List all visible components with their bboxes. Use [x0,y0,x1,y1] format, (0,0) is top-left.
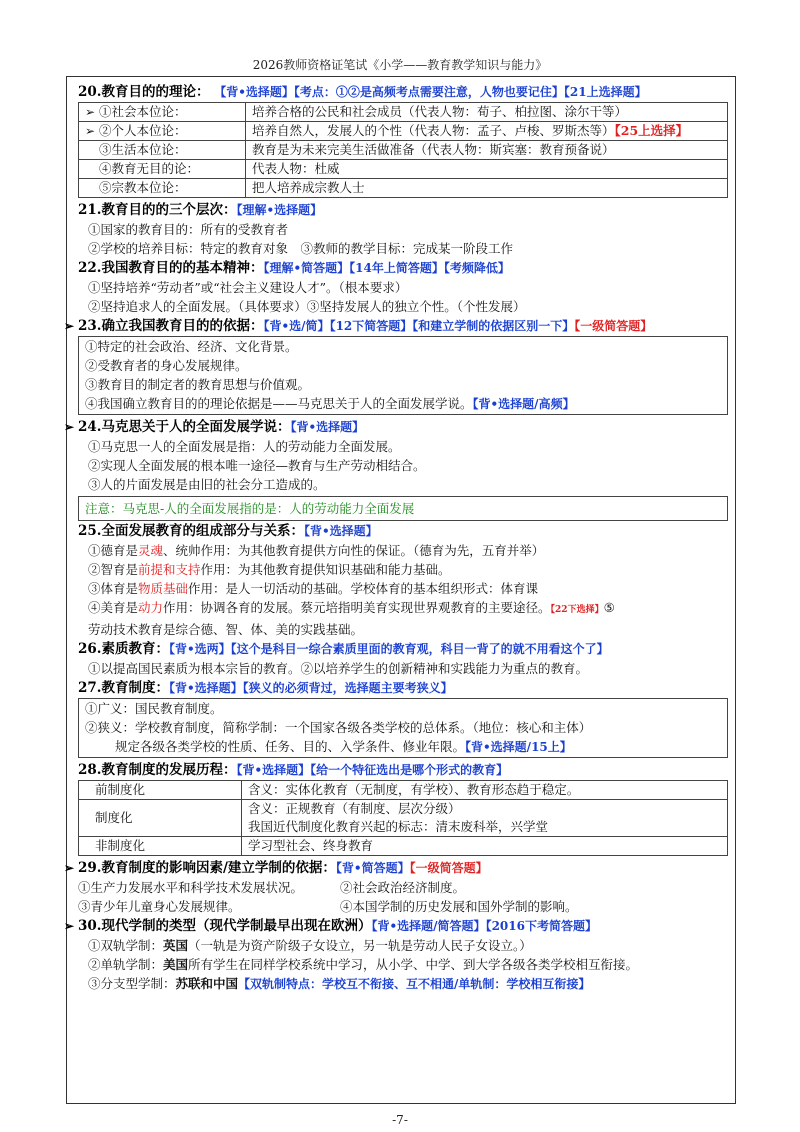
document-content: 20.教育目的的理论： 【背•选择题】【考点：①②是高频考点需要注意，人物也要记住】【21上选择题】 ➢ ①社会本位论： 培养合格的公民和社会成员（代表人物：荀子、柏拉图、涂尔干等） ➢ ②个人本位论： 培养自然人，发展人的个性（代表人物：孟子、卢梭、罗斯杰等）【25上选择】 ③生活本位论： 教育是为未来完美生活做准备（代表人物：斯宾塞：教育预备说） ④教育无目的论： 代表人物：杜威 ⑤宗教本位论： 把人培养成宗教人士 21.教育目的的三个层次：【理解•选择题】 ①国家的教育目的：所有的受教育者 ②学校的培养目标：特定的教育对象 ③教师的教学目标：完成某一阶段工作 22.我国教育目的的基本精神：【理解•简答题】【14年上简答题】【考频降低】 ①坚持培养“劳动者”或“社会主义建设人才”。（根本要求） ②坚持追求人的全面发展。（具体要求）③坚持发展人的独立个性。（个性发展） ➢ 23.确立我国教育目的的依据：【背•选/简】【12下简答题】【和建立学制的依据区别一下】【一级简答题】 ①特定的社会政治、经济、文化背景。 ②受教育者的身心发展规律。 ③教育目的制定者的教育思想与价值观。 ④我国确立教育目的的理论依据是——马克思关于人的全面发展学说。【背•选择题/高频】 ➢ 24.马克思关于人的全面发展学说：【背•选择题】 ①马克思一人的全面发展是指：人的劳动能力全面发展。 ②实现人全面发展的根本唯一途径—教育与生产劳动相结合。 ③人的片面发展是由旧的社会分工造成的。 注意：马克思-人的全面发展指的是：人的劳动能力全面发展 25.全面发展教育的组成部分与关系：【背•选择题】 ①德育是灵魂、统帅作用：为其他教育提供方向性的保证。（德育为先，五育并举） ②智育是前提和支持作用：为其他教育提供知识基础和能力基础。 ③体育是物质基础作用：是人一切活动的基础。学校体育的基本组织形式：体育课 ④美育是动力作用：协调各育的发展。蔡元培指明美育实现世界观教育的主要途径。【22下选择】⑤ 劳动技术教育是综合德、智、体、美的实践基础。 26.素质教育：【背•选两】【这个是科目一综合素质里面的教育观，科目一背了的就不用看这个了】 ①以提高国民素质为根本宗旨的教育。②以培养学生的创新精神和实践能力为重点的教育。 27.教育制度：【背•选择题】【狭义的必须背过，选择题主要考狭义】 ①广义：国民教育制度。 ②狭义：学校教育制度，简称学制：一个国家各级各类学校的总体系。（地位：核心和主体） 规定各级各类学校的性质、任务、目的、入学条件、修业年限。【背•选择题/15上】 28.教育制度的发展历程：【背•选择题】【给一个特征选出是哪个形式的教育】 前制度化 含义：实体化教育（无制度，有学校）、教育形态趋于稳定。 制度化 含义：正规教育（有制度、层次分级） 我国近代制度化教育兴起的标志：清末废科举，兴学堂 非制度化 学习型社会、终身教育 ➢ 29.教育制度的影响因素/建立学制的依据：【背•简答题】【一级简答题】 ①生产力发展水平和科学技术发展状况。 ②社会政治经济制度。 ③青少年儿童身心发展规律。 ④本国学制的历史发展和国外学制的影响。 ➢ 30.现代学制的类型（现代学制最早出现在欧洲）【背•选择题/简答题】【2016下考简答题】 ①双轨学制：英国（一轨是为资产阶级子女设立，另一轨是劳动人民子女设立。） ②单轨学制：美国所有学生在同样学校系统中学习，从小学、中学、到大学各级各类学校相互衔接。 ③分支型学制：苏联和中国【双轨制特点：学校互不衔接、互不相通/单轨制：学校相互衔接】 [78,82,728,994]
section-24-heading: ➢ 24.马克思关于人的全面发展学说：【背•选择题】 [64,419,365,435]
arrow-icon: ➢ [64,919,75,933]
arrow-icon: ➢ [64,420,75,434]
section-28-heading: 28.教育制度的发展历程：【背•选择题】【给一个特征选出是哪个形式的教育】 [78,762,509,778]
page-number: -7- [392,1113,408,1127]
section-21-line-2: ②学校的培养目标：特定的教育对象 ③教师的教学目标：完成某一阶段工作 [88,241,514,256]
section-30-heading: ➢ 30.现代学制的类型（现代学制最早出现在欧洲）【背•选择题/简答题】【2016下考简答题】 [64,918,597,934]
section-20-tag-exam: 【21上选择题】 [563,85,647,99]
section-27-box: ①广义：国民教育制度。 ②狭义：学校教育制度，简称学制：一个国家各级各类学校的总体系。（地位：核心和主体） 规定各级各类学校的性质、任务、目的、入学条件、修业年限。【背•选择题/15上】 [78,698,728,758]
table-row: ➢ ①社会本位论： 培养合格的公民和社会成员（代表人物：荀子、柏拉图、涂尔干等） [79,103,728,122]
table-row: ⑤宗教本位论： 把人培养成宗教人士 [79,179,728,198]
section-22-line-1: ①坚持培养“劳动者”或“社会主义建设人才”。（根本要求） [88,280,408,295]
page-header: 2026教师资格证笔试《小学——教育教学知识与能力》 [252,58,548,72]
section-25-heading: 25.全面发展教育的组成部分与关系：【背•选择题】 [78,523,378,539]
arrow-icon: ➢ [64,861,75,875]
section-22-heading: 22.我国教育目的的基本精神：【理解•简答题】【14年上简答题】【考频降低】 [78,260,510,276]
section-29-heading: ➢ 29.教育制度的影响因素/建立学制的依据：【背•简答题】【一级简答题】 [64,860,488,876]
arrow-icon: ➢ [64,319,75,333]
section-26-heading: 26.素质教育：【背•选两】【这个是科目一综合素质里面的教育观，科目一背了的就不用看这个了】 [78,641,609,657]
section-20-table [78,102,728,198]
arrow-icon: ➢ [85,124,96,138]
section-28-table [78,780,728,856]
table-row: ➢ ②个人本位论： 培养自然人，发展人的个性（代表人物：孟子、卢梭、罗斯杰等）【25上选择】 [79,122,728,141]
section-20-tag: 【背•选择题】 [214,85,294,99]
section-27-heading: 27.教育制度：【背•选择题】【狭义的必须背过，选择题主要考狭义】 [78,680,453,696]
table-row: 非制度化 学习型社会、终身教育 [79,837,728,856]
table-row: ③生活本位论： 教育是为未来完美生活做准备（代表人物：斯宾塞：教育预备说） [79,141,728,160]
section-21-line-1: ①国家的教育目的：所有的受教育者 [88,222,289,237]
section-21-heading: 21.教育目的的三个层次：【理解•选择题】 [78,202,323,218]
exam-note: 【25上选择】 [614,123,689,138]
section-20-tag-note: 【考点：①②是高频考点需要注意，人物也要记住】 [293,85,564,99]
arrow-icon: ➢ [85,105,96,119]
section-20-title: 20.教育目的的理论： [78,84,210,100]
section-20-heading [78,82,728,102]
table-row: ④教育无目的论： 代表人物：杜威 [79,160,728,179]
section-22-line-2: ②坚持追求人的全面发展。（具体要求）③坚持发展人的独立个性。（个性发展） [88,299,526,314]
section-23-box: ①特定的社会政治、经济、文化背景。 ②受教育者的身心发展规律。 ③教育目的制定者的教育思想与价值观。 ④我国确立教育目的的理论依据是——马克思关于人的全面发展学说。【背•选择题/高频】 [78,336,728,415]
table-row: 制度化 含义：正规教育（有制度、层次分级） 我国近代制度化教育兴起的标志：清末废科举，兴学堂 [79,800,728,837]
section-23-heading: ➢ 23.确立我国教育目的的依据：【背•选/简】【12下简答题】【和建立学制的依据区别一下】【一级简答题】 [64,318,653,334]
table-row: 前制度化 含义：实体化教育（无制度，有学校）、教育形态趋于稳定。 [79,781,728,800]
section-24-note-box: 注意：马克思-人的全面发展指的是：人的劳动能力全面发展 [78,496,728,521]
